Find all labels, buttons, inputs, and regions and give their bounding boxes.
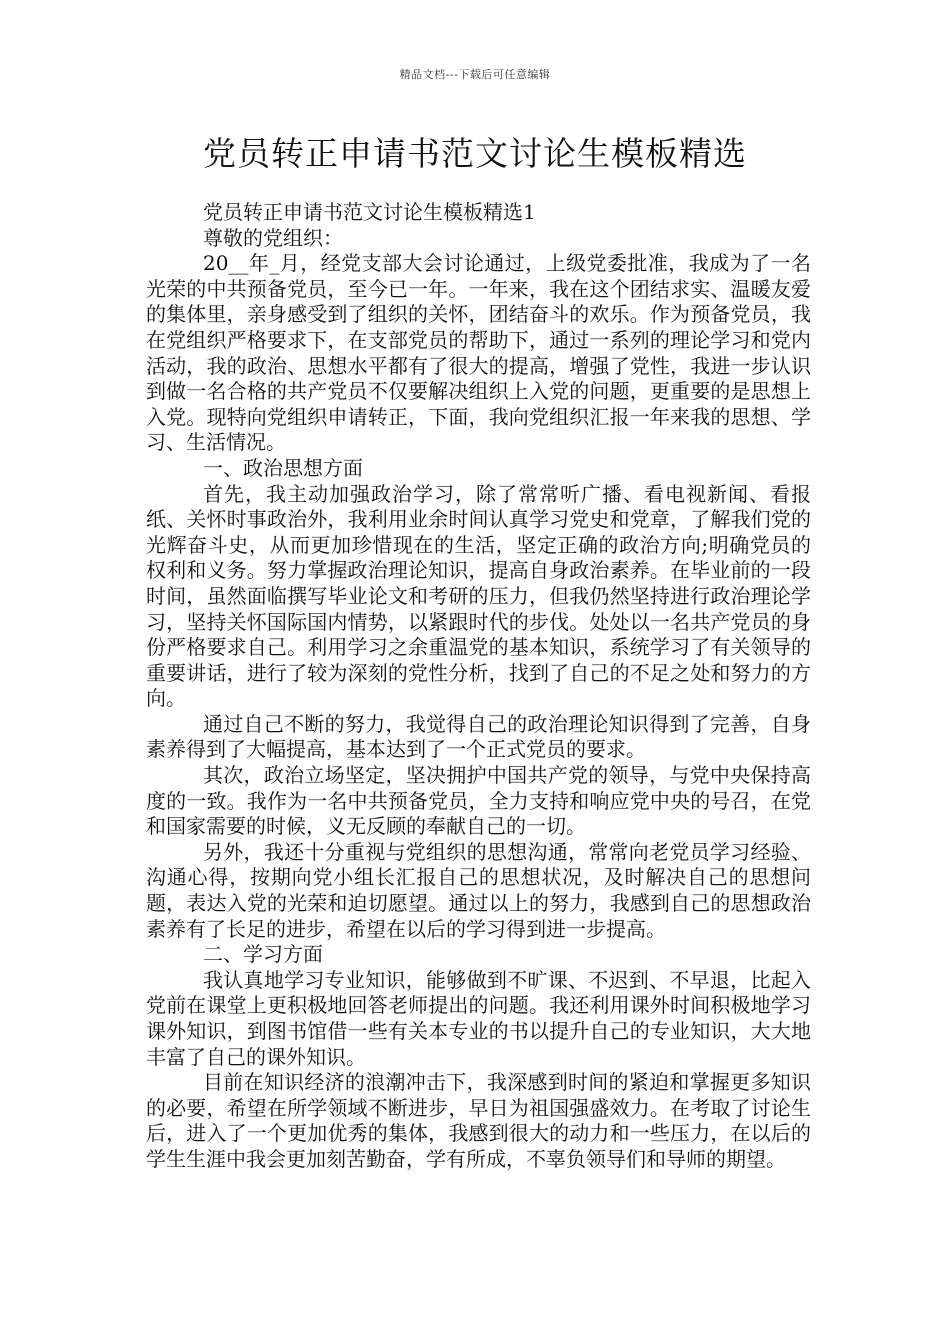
section-heading-study: 二、学习方面 [203, 942, 323, 967]
section-heading-politics: 一、政治思想方面 [203, 455, 363, 480]
section-subtitle: 党员转正申请书范文讨论生模板精选1 [203, 200, 536, 224]
document-body [146, 200, 811, 1173]
salutation: 尊敬的党组织： [203, 225, 343, 250]
body-paragraph: 20__年_月，经党支部大会讨论通过，上级党委批准，我成为了一名光荣的中共预备党员，至今已一年。一年来，我在这个团结求实、温暖友爱的集体里，亲身感受到了组织的关怀，团结奋斗的欢乐。作为预备党员，我在党组织严格要求下，在支部党员的帮助下，通过一系列的理论学习和党内活动，我的政治、思想水平都有了很大的提高，增强了党性，我进一步认识到做一名合格的共产党员不仅要解决组织上入党的问题，更重要的是思想上入党。现特向党组织申请转正，下面，我向党组织汇报一年来我的思想、学习、生活情况。 [146, 251, 811, 455]
header-note: 精品文档---下载后可任意编辑 [399, 68, 551, 81]
body-paragraph: 通过自己不断的努力，我觉得自己的政治理论知识得到了完善，自身素养得到了大幅提高，基本达到了一个正式党员的要求。 [146, 711, 811, 762]
body-paragraph: 目前在知识经济的浪潮冲击下，我深感到时间的紧迫和掌握更多知识的必要，希望在所学领域不断进步，早日为祖国强盛效力。在考取了讨论生后，进入了一个更加优秀的集体，我感到很大的动力和一些压力，在以后的学生生涯中我会更加刻苦勤奋，学有所成，不辜负领导们和导师的期望。 [146, 1070, 811, 1171]
body-paragraph: 其次，政治立场坚定，坚决拥护中国共产党的领导，与党中央保持高度的一致。我作为一名中共预备党员，全力支持和响应党中央的号召，在党和国家需要的时候，义无反顾的奉献自己的一切。 [146, 763, 811, 839]
document-title: 党员转正申请书范文讨论生模板精选 [203, 134, 747, 173]
body-paragraph: 我认真地学习专业知识，能够做到不旷课、不迟到、不早退，比起入党前在课堂上更积极地回答老师提出的问题。我还利用课外时间积极地学习课外知识，到图书馆借一些有关本专业的书以提升自己的专业知识，大大地丰富了自己的课外知识。 [146, 967, 811, 1069]
body-paragraph: 另外，我还十分重视与党组织的思想沟通，常常向老党员学习经验、沟通心得，按期向党小组长汇报自己的思想状况，及时解决自己的思想问题，表达入党的光荣和迫切愿望。通过以上的努力，我感到自己的思想政治素养有了长足的进步，希望在以后的学习得到进一步提高。 [146, 839, 811, 941]
body-paragraph: 首先，我主动加强政治学习，除了常常听广播、看电视新闻、看报纸、关怀时事政治外，我利用业余时间认真学习党史和党章，了解我们党的光辉奋斗史，从而更加珍惜现在的生活，坚定正确的政治方向;明确党员的权利和义务。努力掌握政治理论知识，提高自身政治素养。在毕业前的一段时间，虽然面临撰写毕业论文和考研的压力，但我仍然坚持进行政治理论学习，坚持关怀国际国内情势，以紧跟时代的步伐。处处以一名共产党员的身份严格要求自己。利用学习之余重温党的基本知识，系统学习了有关领导的重要讲话，进行了较为深刻的党性分析，找到了自己的不足之处和努力的方向。 [146, 481, 811, 711]
